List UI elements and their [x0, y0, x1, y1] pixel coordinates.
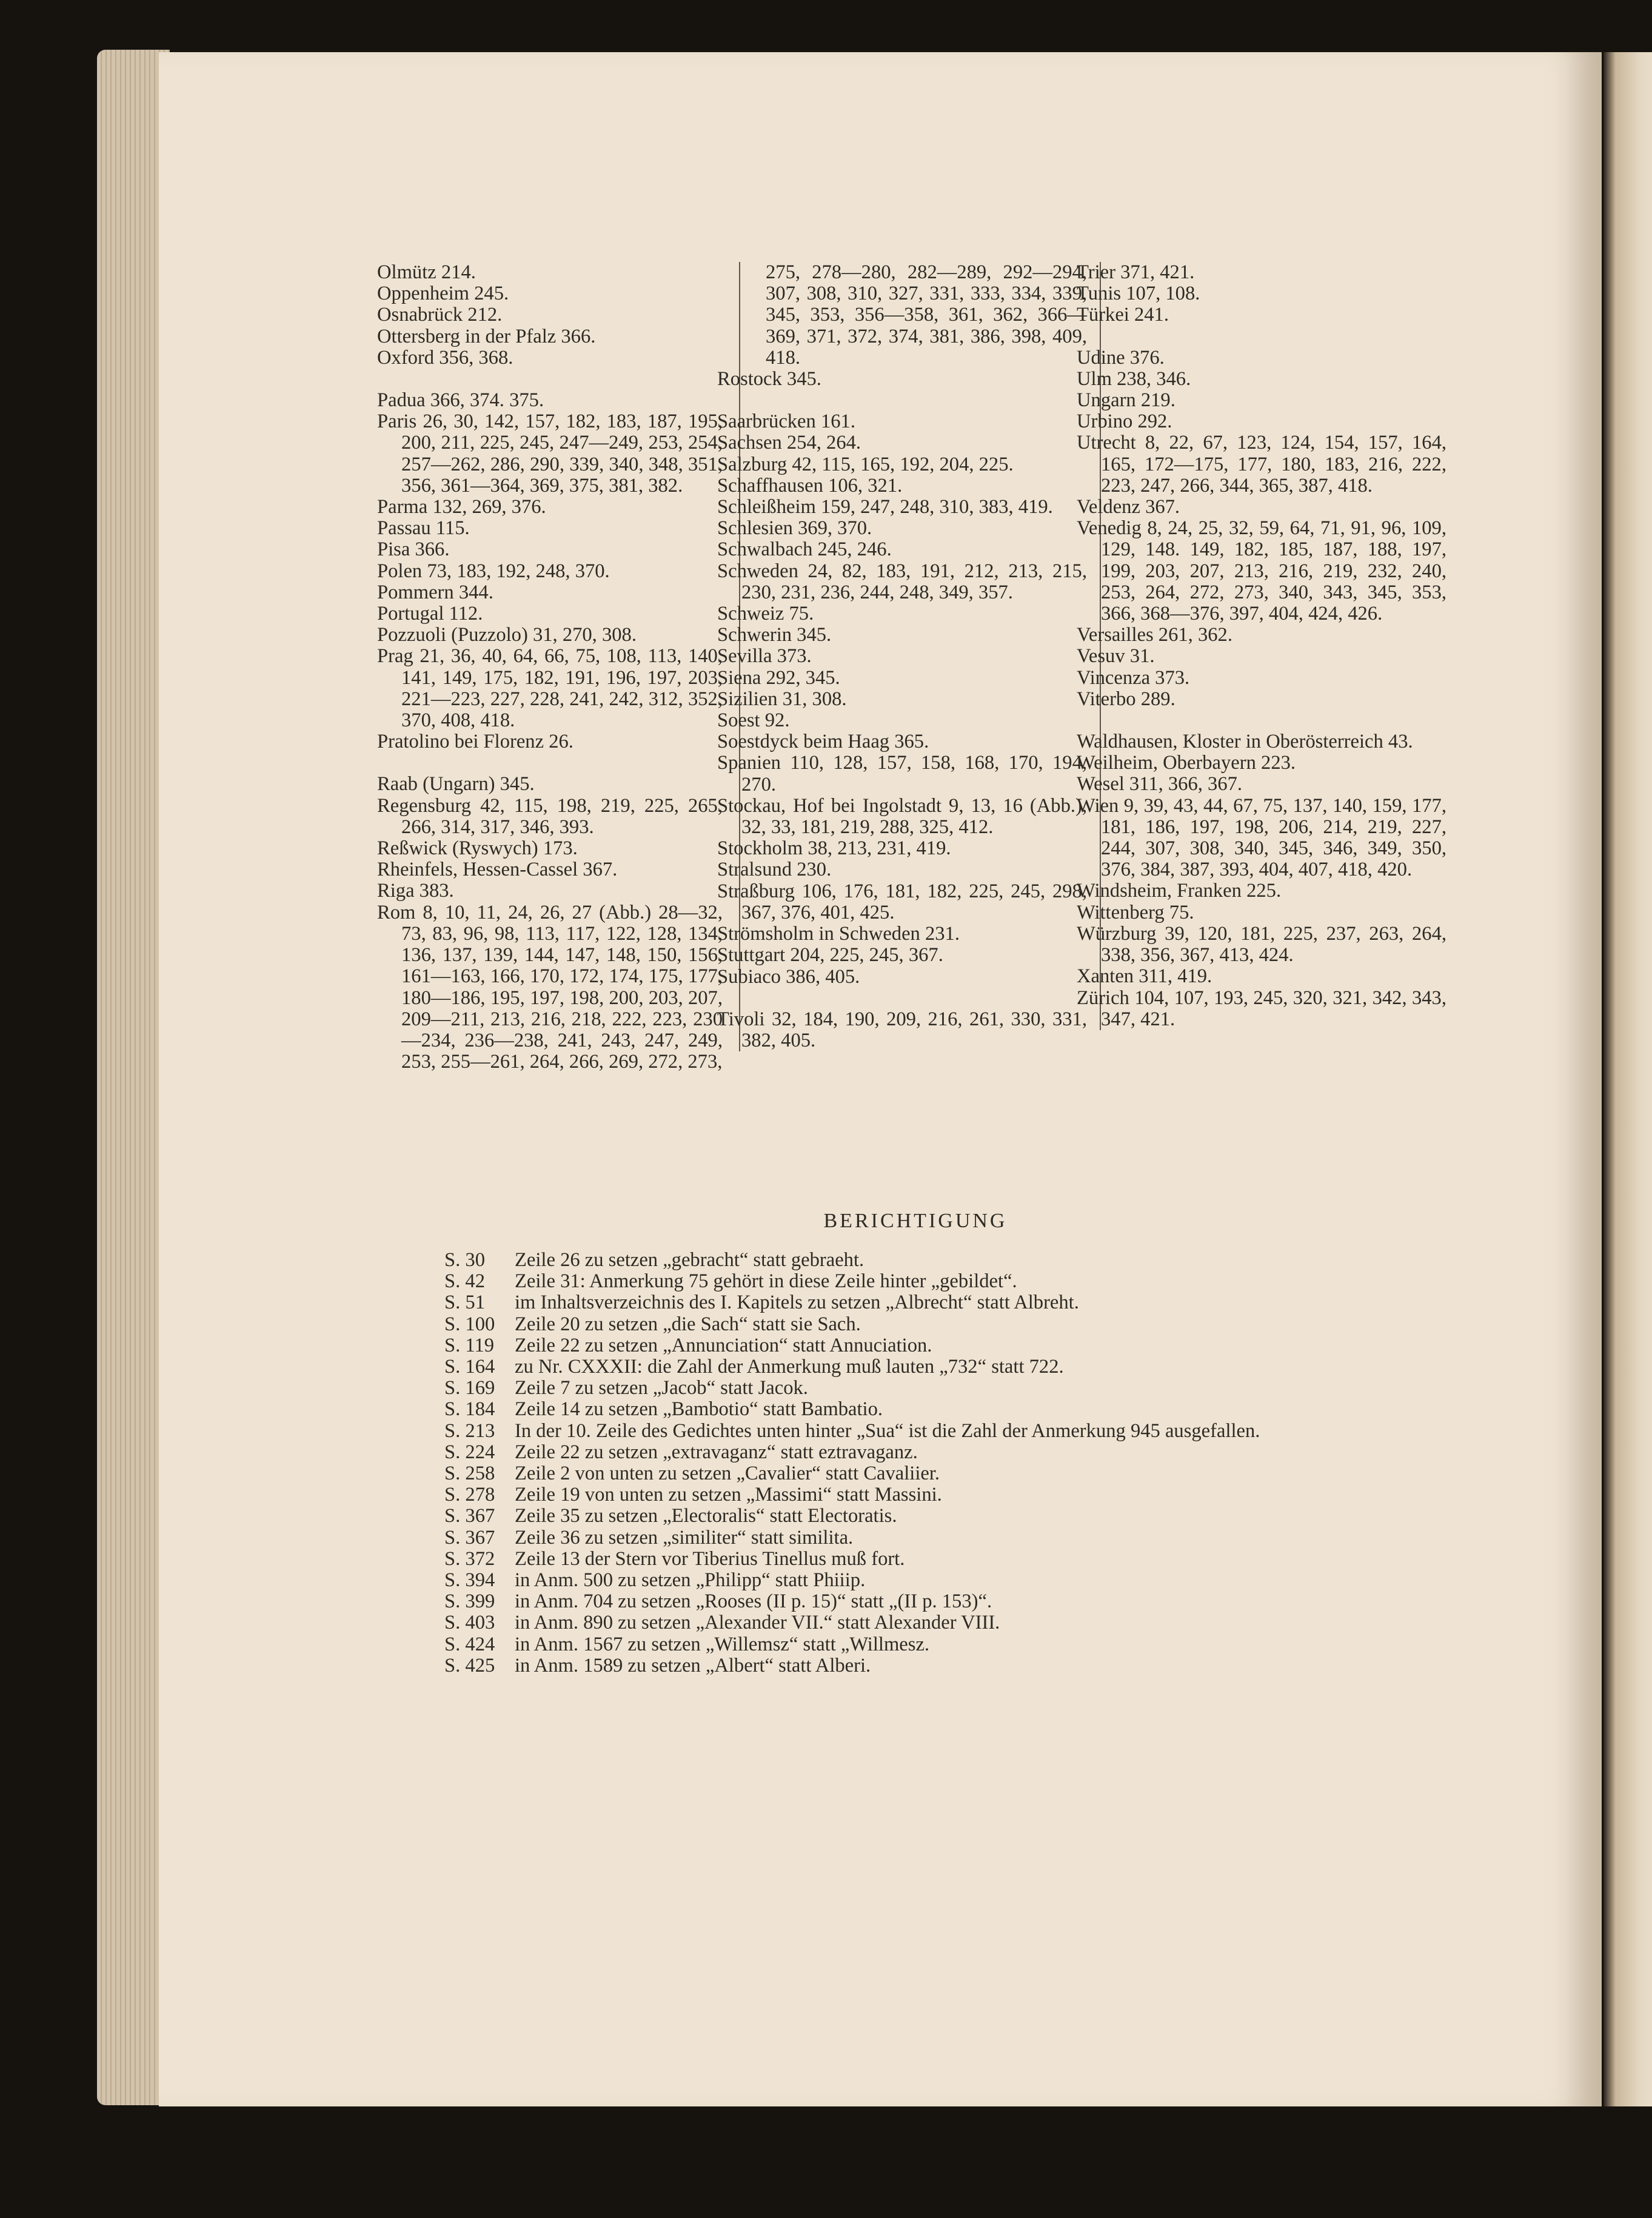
errata-page: S. 164 [444, 1356, 495, 1378]
errata-row [444, 1378, 1445, 1399]
errata-row [444, 1634, 1445, 1655]
index-entry: Zürich 104, 107, 193, 245, 320, 321, 342, 343, 347, 421. [1077, 987, 1446, 1030]
index-entry: Sachsen 254, 264. [717, 432, 861, 454]
index-entry: Passau 115. [377, 517, 470, 540]
errata-page: S. 425 [444, 1654, 495, 1677]
errata-text: In der 10. Zeile des Gedichtes unten hinter „Sua“ ist die Zahl der Anmerkung 945 ausgefallen. [515, 1419, 1260, 1442]
errata-page: S. 213 [444, 1419, 495, 1442]
index-entry: Oxford 356, 368. [377, 346, 513, 369]
index-entry: Pommern 344. [377, 581, 493, 603]
errata-row [444, 1570, 1445, 1591]
errata-text: in Anm. 500 zu setzen „Philipp“ statt Phiiip. [515, 1569, 866, 1592]
errata-row [444, 1506, 1445, 1527]
index-entry: Straßburg 106, 176, 181, 182, 225, 245, 298, 367, 376, 401, 425. [717, 880, 1087, 923]
errata-page: S. 100 [444, 1313, 495, 1335]
errata-row [444, 1356, 1445, 1378]
errata-row [444, 1442, 1445, 1463]
errata-page: S. 394 [444, 1569, 495, 1592]
index-entry: Prag 21, 36, 40, 64, 66, 75, 108, 113, 140, 141, 149, 175, 182, 191, 196, 197, 203, 221—223, 227, 228, 241, 242, 312, 352, 370, 408, 418. [377, 645, 723, 732]
index-entry: Türkei 241. [1077, 304, 1169, 326]
errata-row [444, 1292, 1445, 1313]
errata-text: zu Nr. CXXXII: die Zahl der Anmerkung muß lauten „732“ statt 722. [515, 1356, 1064, 1378]
index-entry: Vincenza 373. [1077, 666, 1190, 689]
errata-row [444, 1314, 1445, 1335]
index-entry: Reßwick (Ryswych) 173. [377, 837, 578, 860]
errata-text: in Anm. 704 zu setzen „Rooses (II p. 15)“ statt „(II p. 153)“. [515, 1590, 992, 1613]
index-entry: Stralsund 230. [717, 859, 832, 881]
errata-row [444, 1591, 1445, 1612]
index-column-1 [377, 262, 723, 1073]
index-entry: Stuttgart 204, 225, 245, 367. [717, 944, 943, 967]
index-entry: Padua 366, 374. 375. [377, 389, 544, 412]
errata-page: S. 258 [444, 1462, 495, 1485]
index-entry: Osnabrück 212. [377, 304, 503, 326]
index-entry: Schwalbach 245, 246. [717, 538, 892, 561]
index-column-2 [717, 261, 1087, 1051]
index-entry: Polen 73, 183, 192, 248, 370. [377, 560, 610, 582]
index-entry: Stockholm 38, 213, 231, 419. [717, 837, 951, 860]
index-entry: Regensburg 42, 115, 198, 219, 225, 265, 266, 314, 317, 346, 393. [377, 794, 723, 838]
errata-row [444, 1655, 1445, 1677]
errata-row [444, 1549, 1445, 1570]
errata-list [444, 1250, 1445, 1677]
errata-page: S. 51 [444, 1292, 485, 1314]
index-entry: Tunis 107, 108. [1077, 283, 1200, 305]
index-entry: Veldenz 367. [1077, 496, 1180, 518]
index-entry: Subiaco 386, 405. [717, 965, 860, 988]
index-entry: Schlesien 369, 370. [717, 517, 872, 540]
index-entry: Schweden 24, 82, 183, 191, 212, 213, 215, 230, 231, 236, 244, 248, 349, 357. [717, 560, 1087, 603]
errata-page: S. 184 [444, 1398, 495, 1421]
index-entry: Paris 26, 30, 142, 157, 182, 183, 187, 195, 200, 211, 225, 245, 247—249, 253, 254, 257—262, 286, 290, 339, 340, 348, 351, 356, 361—364, 369, 375, 381, 382. [377, 410, 723, 497]
section-gap [377, 369, 723, 390]
section-gap [741, 390, 1087, 411]
index-entry: Trier 371, 421. [1077, 261, 1195, 283]
index-entry: Wesel 311, 366, 367. [1077, 773, 1243, 796]
index-entry: Soest 92. [717, 709, 790, 732]
index-entry: Venedig 8, 24, 25, 32, 59, 64, 71, 91, 96, 109, 129, 148. 149, 182, 185, 187, 188, 197, 199, 203, 207, 213, 216, 219, 232, 240, 253, 264, 272, 273, 340, 343, 345, 353, 366, 368—376, 397, 404, 424, 426. [1077, 517, 1446, 625]
section-gap [377, 752, 723, 774]
index-entry: Parma 132, 269, 376. [377, 496, 546, 518]
errata-text: Zeile 35 zu setzen „Electoralis“ statt Electoratis. [515, 1505, 897, 1527]
index-entry: Schaffhausen 106, 321. [717, 474, 903, 497]
index-entry: Riga 383. [377, 880, 454, 902]
errata-page: S. 224 [444, 1441, 495, 1463]
index-entry: Raab (Ungarn) 345. [377, 773, 535, 796]
errata-text: in Anm. 890 zu setzen „Alexander VII.“ statt Alexander VIII. [515, 1612, 1000, 1634]
index-entry: Ottersberg in der Pfalz 366. [377, 325, 596, 347]
errata-page: S. 30 [444, 1249, 485, 1271]
errata-page: S. 403 [444, 1612, 495, 1634]
index-entry: Strömsholm in Schweden 231. [717, 923, 960, 945]
errata-text: Zeile 22 zu setzen „extravaganz“ statt eztravaganz. [515, 1441, 918, 1463]
index-entry: Ungarn 219. [1077, 389, 1175, 412]
index-entry: Soestdyck beim Haag 365. [717, 731, 929, 753]
index-entry: Portugal 112. [377, 603, 483, 625]
errata-page: S. 169 [444, 1377, 495, 1399]
index-entry: Ulm 238, 346. [1077, 367, 1191, 390]
index-entry: Udine 376. [1077, 346, 1165, 369]
errata-row [444, 1484, 1445, 1506]
errata-row [444, 1421, 1445, 1442]
errata-page: S. 424 [444, 1633, 495, 1655]
errata-page: S. 372 [444, 1547, 495, 1570]
index-entry: Oppenheim 245. [377, 283, 509, 305]
index-entry: Xanten 311, 419. [1077, 965, 1212, 988]
index-entry: Viterbo 289. [1077, 688, 1175, 710]
index-entry: Pisa 366. [377, 538, 450, 561]
errata-text: Zeile 13 der Stern vor Tiberius Tinellus muß fort. [515, 1547, 905, 1570]
errata-text: im Inhaltsverzeichnis des I. Kapitels zu setzen „Albrecht“ statt Albreht. [515, 1292, 1079, 1314]
errata-text: Zeile 36 zu setzen „similiter“ statt similita. [515, 1526, 854, 1549]
errata-row [444, 1250, 1445, 1271]
index-entry: Schleißheim 159, 247, 248, 310, 383, 419. [717, 496, 1053, 518]
index-entry: Rheinfels, Hessen-Cassel 367. [377, 859, 618, 881]
index-entry: Versailles 261, 362. [1077, 624, 1232, 646]
errata-page: S. 367 [444, 1526, 495, 1549]
section-gap [1101, 710, 1446, 731]
errata-page: S. 367 [444, 1505, 495, 1527]
section-gap [741, 988, 1087, 1009]
errata-row [444, 1463, 1445, 1484]
index-entry: Schweiz 75. [717, 603, 814, 625]
errata-text: Zeile 2 von unten zu setzen „Cavalier“ statt Cavaliier. [515, 1462, 940, 1485]
index-entry: Urbino 292. [1077, 410, 1172, 433]
index-entry: Würzburg 39, 120, 181, 225, 237, 263, 264, 338, 356, 367, 413, 424. [1077, 922, 1446, 967]
index-entry: Wien 9, 39, 43, 44, 67, 75, 137, 140, 159, 177, 181, 186, 197, 198, 206, 214, 219, 227, 244, 307, 308, 340, 345, 346, 349, 350, 376, 384, 387, 393, 404, 407, 418, 420. [1077, 794, 1446, 881]
index-entry: Siena 292, 345. [717, 666, 840, 689]
index-entry: Stockau, Hof bei Ingolstadt 9, 13, 16 (Abb.), 32, 33, 181, 219, 288, 325, 412. [717, 794, 1087, 839]
index-entry: Windsheim, Franken 225. [1077, 880, 1282, 902]
errata-page: S. 42 [444, 1270, 485, 1293]
index-entry: Waldhausen, Kloster in Oberösterreich 43. [1077, 731, 1413, 753]
index-entry: Sevilla 373. [717, 645, 812, 668]
index-entry-continuation: 275, 278—280, 282—289, 292—294, 307, 308, 310, 327, 331, 333, 334, 339, 345, 353, 356—358, 361, 362, 366—369, 371, 372, 374, 381, 386, 398, 409, 418. [766, 261, 1087, 369]
index-entry: Salzburg 42, 115, 165, 192, 204, 225. [717, 453, 1014, 475]
index-entry: Sizilien 31, 308. [717, 688, 847, 710]
index-entry: Rostock 345. [717, 368, 821, 390]
errata-text: Zeile 19 von unten zu setzen „Massimi“ statt Massini. [515, 1484, 942, 1506]
errata-row [444, 1527, 1445, 1549]
section-gap [1101, 326, 1446, 347]
index-entry: Wittenberg 75. [1077, 901, 1194, 923]
errata-text: in Anm. 1589 zu setzen „Albert“ statt Alberi. [515, 1654, 871, 1677]
errata-text: in Anm. 1567 zu setzen „Willemsz“ statt „Willmesz. [515, 1633, 930, 1655]
index-column-3 [1077, 261, 1446, 1030]
index-entry: Pratolino bei Florenz 26. [377, 731, 574, 753]
index-entry: Schwerin 345. [717, 624, 832, 646]
errata-text: Zeile 20 zu setzen „die Sach“ statt sie Sach. [515, 1313, 861, 1335]
facing-page-edge [1604, 52, 1652, 2106]
index-entry: Tivoli 32, 184, 190, 209, 216, 261, 330, 331, 382, 405. [717, 1008, 1087, 1051]
errata-row [444, 1271, 1445, 1292]
index-entry: Vesuv 31. [1077, 645, 1155, 668]
index-entry: Weilheim, Oberbayern 223. [1077, 752, 1296, 774]
errata-text: Zeile 7 zu setzen „Jacob“ statt Jacok. [515, 1377, 808, 1399]
index-entry: Utrecht 8, 22, 67, 123, 124, 154, 157, 164, 165, 172—175, 177, 180, 183, 216, 222, 223, 247, 266, 344, 365, 387, 418. [1077, 432, 1446, 497]
errata-row [444, 1335, 1445, 1356]
errata-page: S. 399 [444, 1590, 495, 1613]
errata-row [444, 1612, 1445, 1633]
index-entry: Saarbrücken 161. [717, 410, 855, 433]
index-entry: Olmütz 214. [377, 261, 476, 283]
errata-page: S. 278 [444, 1484, 495, 1506]
errata-text: Zeile 14 zu setzen „Bambotio“ statt Bambatio. [515, 1398, 883, 1421]
index-entry: Spanien 110, 128, 157, 158, 168, 170, 194, 270. [717, 752, 1087, 796]
errata-text: Zeile 31: Anmerkung 75 gehört in diese Zeile hinter „gebildet“. [515, 1270, 1017, 1293]
index-entry: Pozzuoli (Puzzolo) 31, 270, 308. [377, 624, 637, 646]
errata-page: S. 119 [444, 1334, 495, 1356]
errata-heading: BERICHTIGUNG [823, 1210, 1008, 1232]
errata-row [444, 1399, 1445, 1420]
errata-text: Zeile 26 zu setzen „gebracht“ statt gebraeht. [515, 1249, 864, 1271]
errata-text: Zeile 22 zu setzen „Annunciation“ statt Annuciation. [515, 1334, 932, 1356]
index-entry: Rom 8, 10, 11, 24, 26, 27 (Abb.) 28—32, 73, 83, 96, 98, 113, 117, 122, 128, 134, 136, 137, 139, 144, 147, 148, 150, 156, 161—163, 166, 170, 172, 174, 175, 177, 180—186, 195, 197, 198, 200, 203, 207, 209—211, 213, 216, 218, 222, 223, 230—234, 236—238, 241, 243, 247, 249, 253, 255—261, 264, 266, 269, 272, 273, [377, 901, 723, 1073]
